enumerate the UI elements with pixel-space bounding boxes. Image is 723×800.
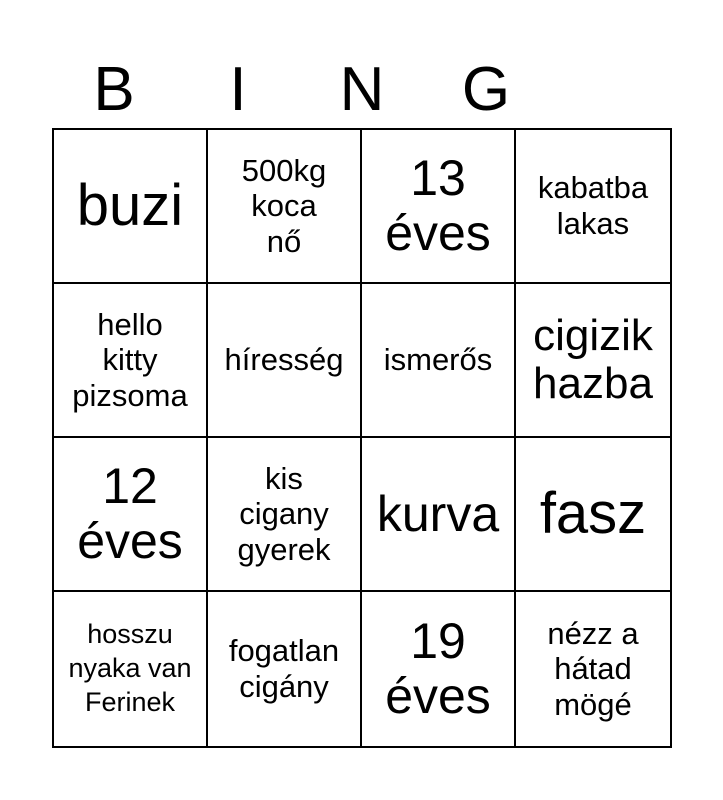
bingo-cell[interactable]: 19 éves (362, 592, 516, 746)
bingo-cell[interactable]: 12 éves (54, 438, 208, 592)
header-letter-g: G (461, 55, 511, 124)
bingo-cell[interactable]: ismerős (362, 284, 516, 438)
bingo-cell[interactable]: hello kitty pizsoma (54, 284, 208, 438)
bingo-cell[interactable]: 500kg koca nő (208, 130, 362, 284)
bingo-cell[interactable]: hosszu nyaka van Ferinek (54, 592, 208, 746)
bingo-cell[interactable]: 13 éves (362, 130, 516, 284)
header-letter-n: N (339, 55, 385, 124)
bingo-cell[interactable]: híresség (208, 284, 362, 438)
bingo-cell[interactable]: cigizik hazba (516, 284, 670, 438)
bingo-cell[interactable]: kurva (362, 438, 516, 592)
header-letter-i: I (229, 55, 247, 124)
bingo-cell[interactable]: fasz (516, 438, 670, 592)
bingo-header (52, 50, 672, 130)
bingo-board (52, 128, 672, 748)
bingo-cell[interactable]: fogatlan cigány (208, 592, 362, 746)
header-letter-b: B (93, 55, 135, 124)
bingo-cell[interactable]: kabatba lakas (516, 130, 670, 284)
bingo-cell[interactable]: nézz a hátad mögé (547, 615, 639, 722)
bingo-cell[interactable]: kis cigany gyerek (208, 438, 362, 592)
bingo-cell[interactable]: buzi (54, 130, 208, 284)
